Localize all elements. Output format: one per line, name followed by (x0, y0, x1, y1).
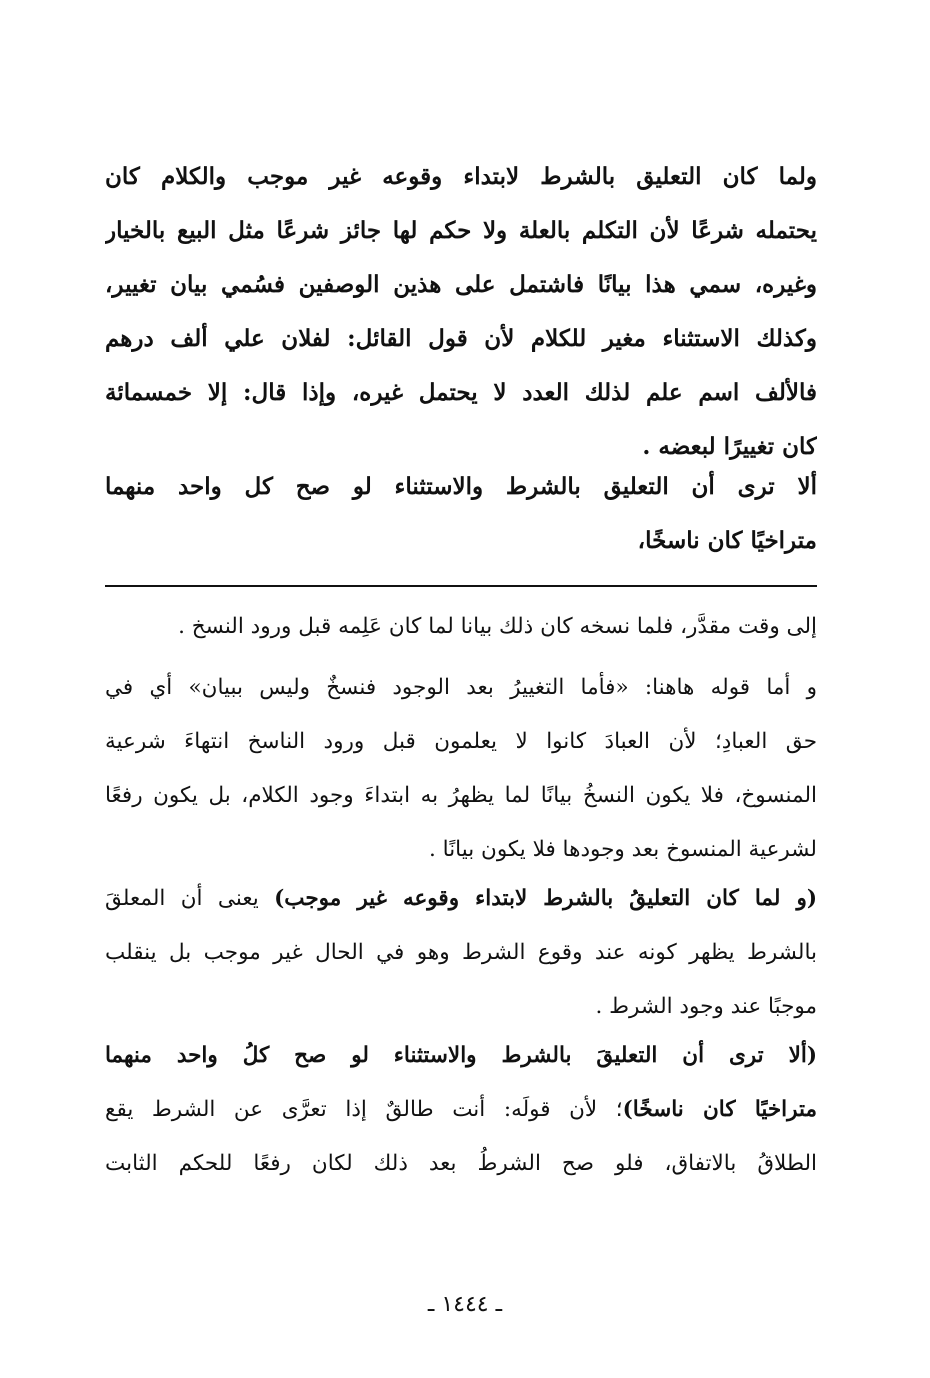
commentary-text: ؛ لأن قولَه: أنت طالقٌ إذا تعرَّى عن الشرط يقع (105, 1097, 623, 1122)
commentary-line: إلى وقت مقدَّر، فلما نسخه كان ذلك بيانا لما كان عَلِمه قبل ورود النسخ . (178, 614, 817, 639)
commentary-line: و أما قوله هاهنا: «فأما التغييرُ بعد الوجود فنسخٌ وليس ببيان» أي في (105, 675, 817, 700)
commentary-line: الطلاقُ بالاتفاق، فلو صح الشرطُ بعد ذلك لكان رفعًا للحكم الثابت (105, 1151, 817, 1176)
quoted-matn: متراخيًا كان ناسخًا) (622, 1097, 817, 1122)
commentary-paragraph-4 (105, 1029, 817, 1191)
commentary-line: بالشرط يظهر كونه عند وقوع الشرط وهو في الحال غير موجب بل ينقلب (105, 940, 817, 965)
quoted-matn: (و لما كان التعليقُ بالشرط لابتداء وقوعه غير موجب) (274, 886, 817, 911)
main-text-line: ولما كان التعليق بالشرط لابتداء وقوعه غير موجب والكلام كان (105, 163, 817, 190)
commentary-line: المنسوخ، فلا يكون النسخُ بيانًا لما يظهرُ به ابتداءَ وجود الكلام، بل يكون رفعًا (105, 783, 817, 808)
main-text-paragraph-2 (105, 460, 817, 568)
commentary-line (105, 1029, 817, 1083)
main-text-line: وغيره، سمي هذا بيانًا فاشتمل على هذين الوصفين فسُمي بيان تغيير، (105, 271, 817, 298)
page-number: ـ ١٤٤٤ ـ (427, 1292, 503, 1317)
commentary-line (105, 1083, 817, 1137)
commentary-text: يعنى أن المعلقَ (105, 886, 275, 911)
main-text-line: يحتمله شرعًا لأن التكلم بالعلة ولا حكم لها جائز شرعًا مثل البيع بالخيار (105, 217, 817, 244)
main-text-line: وكذلك الاستثناء مغير للكلام لأن قول القائل: لفلان علي ألف درهم (105, 325, 817, 352)
main-text-line: متراخيًا كان ناسخًا، (637, 527, 817, 554)
main-text-line: كان تغييرًا لبعضه . (642, 433, 817, 460)
quoted-matn: (ألا ترى أن التعليقَ بالشرط والاستثناء لو صح كلُ واحد منهما (105, 1043, 817, 1068)
commentary-line: حق العبادِ؛ لأن العبادَ كانوا لا يعلمون قبل ورود الناسخ انتهاءَ شرعية (105, 729, 817, 754)
commentary-line (105, 872, 817, 926)
commentary-paragraph-3 (105, 872, 817, 1034)
commentary-line: موجبًا عند وجود الشرط . (595, 994, 817, 1019)
commentary-line: لشرعية المنسوخ بعد وجودها فلا يكون بيانًا . (428, 837, 817, 862)
main-text-paragraph-1 (105, 150, 817, 474)
main-text-line: ألا ترى أن التعليق بالشرط والاستثناء لو صح كل واحد منهما (105, 473, 817, 500)
text-divider (105, 585, 817, 587)
commentary-paragraph-2 (105, 661, 817, 877)
commentary-paragraph-1 (105, 600, 817, 654)
main-text-line: فالألف اسم علم لذلك العدد لا يحتمل غيره، وإذا قال: إلا خمسمائة (105, 379, 817, 406)
